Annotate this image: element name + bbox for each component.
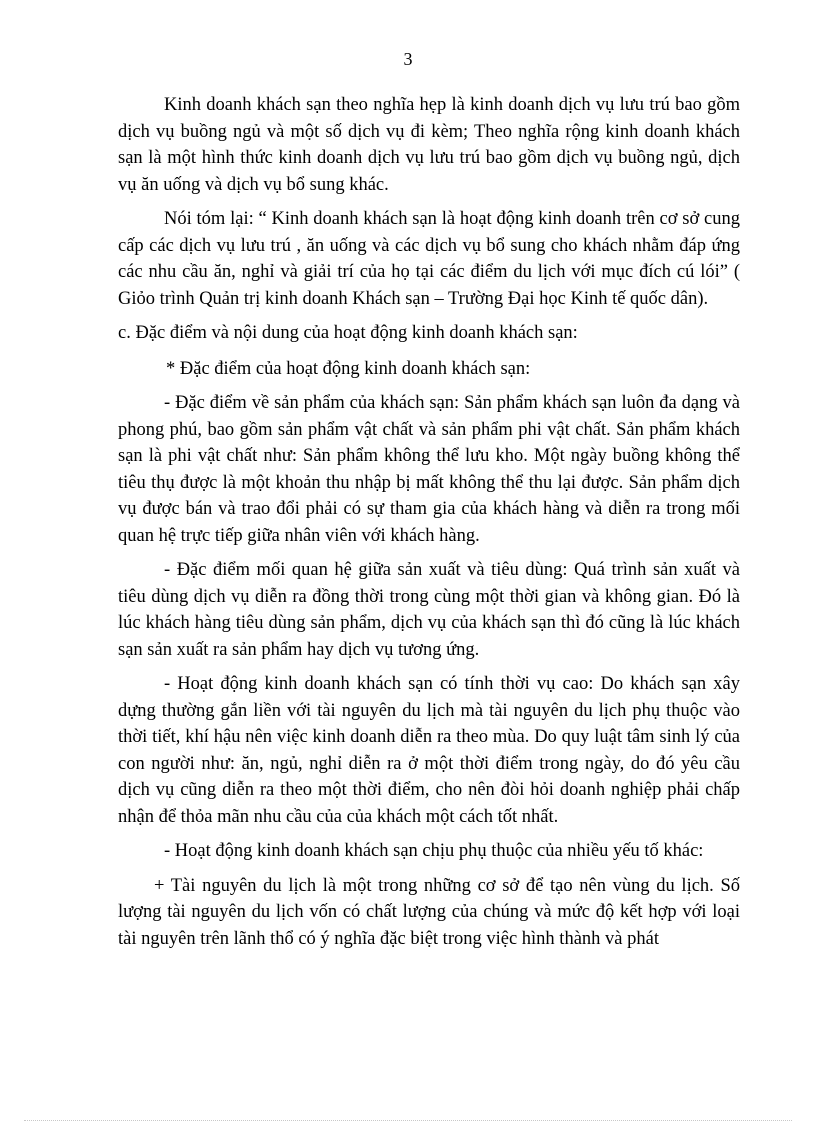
section-heading-c: c. Đặc điểm và nội dung của hoạt động kinh doanh khách sạn: bbox=[118, 323, 578, 343]
paragraph-production-consumption: - Đặc điểm mối quan hệ giữa sản xuất và tiêu dùng: Quá trình sản xuất và tiêu dùng dịch vụ diễn ra đồng thời trong cùng một thời gian và không gian. Đó là lúc khách hàng tiêu dùng sản phẩm, dịch vụ của khách sạn thì đó cũng là lúc khách sạn sản xuất ra sản phẩm hay dịch vụ tương ứng. bbox=[118, 560, 740, 660]
paragraph-dependency-factors: - Hoạt động kinh doanh khách sạn chịu phụ thuộc của nhiều yếu tố khác: bbox=[164, 841, 704, 861]
subheading-characteristics: * Đặc điểm của hoạt động kinh doanh khách sạn: bbox=[166, 358, 531, 379]
paragraph-product-characteristics: - Đặc điểm về sản phẩm của khách sạn: Sản phẩm khách sạn luôn đa dạng và phong phú, bao gồm sản phẩm vật chất và sản phẩm phi vật chất. Sản phẩm khách sạn là phi vật chất như: Sản phẩm không thể lưu kho. Một ngày buồng không thể tiêu thụ được là một khoản thu nhập bị mất không thể thu lại được. Sản phẩm dịch vụ được bán và trao đổi phải có sự tham gia của khách hàng và diễn ra trong mối quan hệ trực tiếp giữa nhân viên với khách hàng. bbox=[118, 393, 740, 546]
paragraph-seasonality: - Hoạt động kinh doanh khách sạn có tính thời vụ cao: Do khách sạn xây dựng thường gắn liền với tài nguyên du lịch mà tài nguyên du lịch phụ thuộc vào thời tiết, khí hậu nên việc kinh doanh diễn ra theo mùa. Do quy luật tâm sinh lý của con người như: ăn, ngủ, nghỉ diễn ra ở một thời điểm trong ngày, do đó yêu cầu dịch vụ cũng diễn ra theo một thời điểm, cho nên đòi hỏi doanh nghiệp phải chấp nhận để thỏa mãn nhu cầu của của khách một cách tốt nhất. bbox=[118, 674, 740, 827]
page-bottom-divider bbox=[24, 1120, 792, 1121]
page-number: 3 bbox=[403, 49, 413, 69]
document-body bbox=[118, 92, 740, 960]
paragraph-tourism-resources: + Tài nguyên du lịch là một trong những cơ sở để tạo nên vùng du lịch. Số lượng tài nguyên du lịch vốn có chất lượng của chúng và mức độ kết hợp với loại tài nguyên trên lãnh thổ có ý nghĩa đặc biệt trong việc hình thành và phát bbox=[118, 875, 740, 949]
paragraph-summary-quote: Nói tóm lại: “ Kinh doanh khách sạn là hoạt động kinh doanh trên cơ sở cung cấp các dịch vụ lưu trú , ăn uống và các dịch vụ bổ sung cho khách nhằm đáp ứng các nhu cầu ăn, nghỉ và giải trí của họ tại các điểm du lịch với mục đích cú lói” ( Giỏo trình Quản trị kinh doanh Khách sạn – Trường Đại học Kinh tế quốc dân). bbox=[118, 209, 740, 309]
paragraph-hotel-definition: Kinh doanh khách sạn theo nghĩa hẹp là kinh doanh dịch vụ lưu trú bao gồm dịch vụ buồng ngủ và một số dịch vụ đi kèm; Theo nghĩa rộng kinh doanh khách sạn là một hình thức kinh doanh dịch vụ lưu trú bao gồm dịch vụ buồng ngủ, dịch vụ ăn uống và dịch vụ bổ sung khác. bbox=[118, 95, 740, 195]
